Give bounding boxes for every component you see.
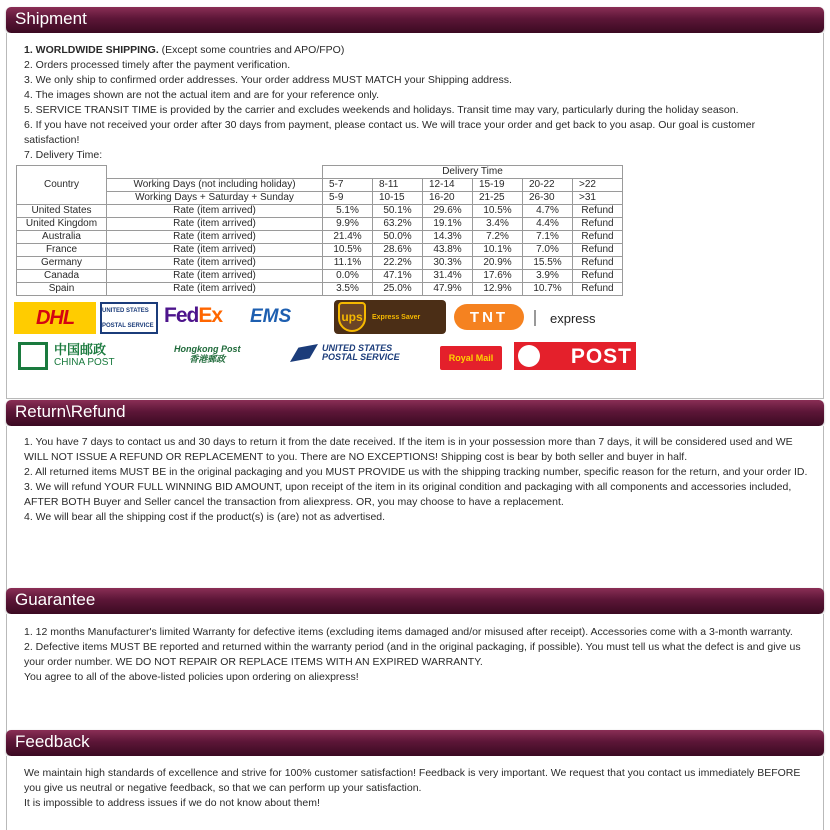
rate-cell: 9.9% (323, 218, 373, 231)
country-cell: Australia (17, 231, 107, 244)
rate-cell: 5.1% (323, 205, 373, 218)
rate-label-cell: Rate (item arrived) (107, 283, 323, 296)
china-post-logo: 中国邮政 CHINA POST (18, 342, 115, 370)
rate-label-cell: Rate (item arrived) (107, 218, 323, 231)
table-cell: 10-15 (373, 192, 423, 205)
royal-mail-logo: Royal Mail (440, 346, 502, 370)
rate-cell: Refund (573, 283, 623, 296)
rate-label-cell: Rate (item arrived) (107, 205, 323, 218)
express-logo: express (534, 310, 596, 326)
rate-cell: 17.6% (473, 270, 523, 283)
feedback-item: It is impossible to address issues if we do not know about them! (24, 797, 320, 809)
shipment-item-1: 1. WORLDWIDE SHIPPING. (Except some countries and APO/FPO) (24, 44, 345, 56)
country-header: Country (17, 166, 107, 205)
rate-cell: 50.0% (373, 231, 423, 244)
rate-cell: 43.8% (423, 244, 473, 257)
rate-cell: 7.1% (523, 231, 573, 244)
shipment-item: 6. If you have not received your order after 30 days from payment, please contact us. We will trace your order and get back to you asap. Our goal is customer satisfaction! (24, 119, 756, 146)
table-cell: >31 (573, 192, 623, 205)
rate-cell: 7.0% (523, 244, 573, 257)
rate-cell: Refund (573, 218, 623, 231)
table-cell: 5-7 (323, 179, 373, 192)
rate-cell: 11.1% (323, 257, 373, 270)
china-post-icon (18, 342, 48, 370)
rate-cell: 15.5% (523, 257, 573, 270)
table-cell: 26-30 (523, 192, 573, 205)
australia-post-logo: POST (514, 342, 636, 370)
ems-logo: EMS (250, 306, 292, 327)
return-refund-header: Return\Refund (6, 400, 824, 426)
guarantee-item: You agree to all of the above-listed policies upon ordering on aliexpress! (24, 671, 359, 683)
row-label: Working Days (not including holiday) (107, 179, 323, 192)
rate-cell: 20.9% (473, 257, 523, 270)
country-cell: United States (17, 205, 107, 218)
feedback-header: Feedback (6, 730, 824, 756)
rate-cell: 14.3% (423, 231, 473, 244)
table-row (17, 205, 623, 218)
guarantee-body (6, 614, 824, 736)
guarantee-section (6, 588, 824, 736)
return-item: 3. We will refund YOUR FULL WINNING BID AMOUNT, upon receipt of the item in its original condition and packaging with all components and accessories included, AFTER BOTH Buyer and Seller cancel the transaction from aliexpress. OR, you may choose to have a replacement. (24, 481, 792, 508)
return-item: 1. You have 7 days to contact us and 30 days to return it from the date received. If the item is in your possession more than 7 days, it will be considered used and WE WILL NOT ISSUE A REFUND OR REPLACEMENT to you. There are NO EXCEPTIONS! Shipping cost is bear by both seller and buyer in half. (24, 436, 793, 463)
rate-cell: 3.5% (323, 283, 373, 296)
table-cell: 8-11 (373, 179, 423, 192)
delivery-time-header: Delivery Time (323, 166, 623, 179)
shipment-item: 2. Orders processed timely after the payment verification. (24, 59, 291, 71)
guarantee-header: Guarantee (6, 588, 824, 614)
table-row (17, 283, 623, 296)
ups-shield-icon: ups (338, 302, 366, 332)
rate-cell: 10.1% (473, 244, 523, 257)
shipment-item: 4. The images shown are not the actual item and are for your reference only. (24, 89, 380, 101)
table-row (17, 257, 623, 270)
eagle-icon (290, 344, 318, 362)
usps-logo: UNITED STATES POSTAL SERVICE (290, 344, 400, 362)
return-item: 4. We will bear all the shipping cost if the product(s) is (are) not as advertised. (24, 511, 386, 523)
rate-cell: 63.2% (373, 218, 423, 231)
rate-cell: Refund (573, 231, 623, 244)
rate-cell: 28.6% (373, 244, 423, 257)
rate-cell: Refund (573, 244, 623, 257)
rate-cell: 29.6% (423, 205, 473, 218)
tnt-logo: TNT (454, 304, 524, 330)
country-cell: Germany (17, 257, 107, 270)
table-cell: 12-14 (423, 179, 473, 192)
table-row (17, 218, 623, 231)
row-label: Working Days + Saturday + Sunday (107, 192, 323, 205)
hongkong-post-logo: Hongkong Post 香港郵政 (174, 344, 241, 364)
return-item: 2. All returned items MUST BE in the original packaging and you MUST PROVIDE us with the shipping tracking number, specific reason for the return, and your order ID. (24, 466, 808, 478)
country-cell: United Kingdom (17, 218, 107, 231)
rate-cell: 31.4% (423, 270, 473, 283)
feedback-item: We maintain high standards of excellence and strive for 100% customer satisfaction! Feedback is very important. We request that you contact us immediately BEFORE you give us neutral or negative feedback, so that we can perform up your satisfaction. (24, 767, 801, 794)
table-row (17, 244, 623, 257)
rate-cell: 47.9% (423, 283, 473, 296)
country-cell: France (17, 244, 107, 257)
rate-cell: 21.4% (323, 231, 373, 244)
dhl-logo: DHL (14, 302, 96, 334)
table-row (17, 231, 623, 244)
rate-cell: 0.0% (323, 270, 373, 283)
rate-cell: 3.4% (473, 218, 523, 231)
rate-cell: Refund (573, 270, 623, 283)
table-cell: 20-22 (523, 179, 573, 192)
rate-cell: 22.2% (373, 257, 423, 270)
rate-cell: 47.1% (373, 270, 423, 283)
shipment-item: 7. Delivery Time: (24, 149, 103, 161)
rate-cell: 3.9% (523, 270, 573, 283)
rate-label-cell: Rate (item arrived) (107, 257, 323, 270)
rate-cell: Refund (573, 257, 623, 270)
rate-cell: 4.7% (523, 205, 573, 218)
shipment-body (6, 33, 824, 399)
guarantee-item: 2. Defective items MUST BE reported and returned within the warranty period (and in the original packaging, if possible). You must tell us what the defect is and give us your order number. WE DO NOT REPAIR OR REPLACE ITEMS WITH AN EXPIRED WARRANTY. (24, 641, 801, 668)
rate-cell: 4.4% (523, 218, 573, 231)
feedback-section (6, 730, 824, 830)
country-cell: Spain (17, 283, 107, 296)
table-cell: >22 (573, 179, 623, 192)
rate-cell: 7.2% (473, 231, 523, 244)
return-refund-section (6, 400, 824, 598)
table-cell: 16-20 (423, 192, 473, 205)
rate-cell: 30.3% (423, 257, 473, 270)
rate-label-cell: Rate (item arrived) (107, 270, 323, 283)
carrier-logos (14, 300, 811, 374)
feedback-body (6, 756, 824, 830)
rate-cell: 19.1% (423, 218, 473, 231)
usps-logo-small: UNITED STATES POSTAL SERVICE (100, 302, 158, 334)
rate-label-cell: Rate (item arrived) (107, 231, 323, 244)
shipment-item: 3. We only ship to confirmed order addresses. Your order address MUST MATCH your Shipping address. (24, 74, 512, 86)
rate-cell: Refund (573, 205, 623, 218)
shipment-item: 5. SERVICE TRANSIT TIME is provided by the carrier and excludes weekends and holidays. Transit time may vary, particularly during the holiday season. (24, 104, 739, 116)
country-cell: Canada (17, 270, 107, 283)
rate-cell: 10.7% (523, 283, 573, 296)
rate-cell: 50.1% (373, 205, 423, 218)
rate-cell: 12.9% (473, 283, 523, 296)
rate-cell: 25.0% (373, 283, 423, 296)
table-cell: 5-9 (323, 192, 373, 205)
rate-cell: 10.5% (323, 244, 373, 257)
rate-cell: 10.5% (473, 205, 523, 218)
table-row (17, 270, 623, 283)
return-refund-body (6, 426, 824, 598)
auspost-icon (518, 345, 540, 367)
table-cell: 15-19 (473, 179, 523, 192)
ups-logo: ups Express Saver (334, 300, 446, 334)
rate-label-cell: Rate (item arrived) (107, 244, 323, 257)
shipment-section (6, 7, 824, 399)
delivery-time-table (16, 165, 623, 296)
fedex-logo: Fed Ex (164, 304, 223, 327)
guarantee-item: 1. 12 months Manufacturer's limited Warranty for defective items (excluding items damaged and/or misused after receipt). Accessories come with a 3-month warranty. (24, 626, 793, 638)
table-cell: 21-25 (473, 192, 523, 205)
shipment-header: Shipment (6, 7, 824, 33)
